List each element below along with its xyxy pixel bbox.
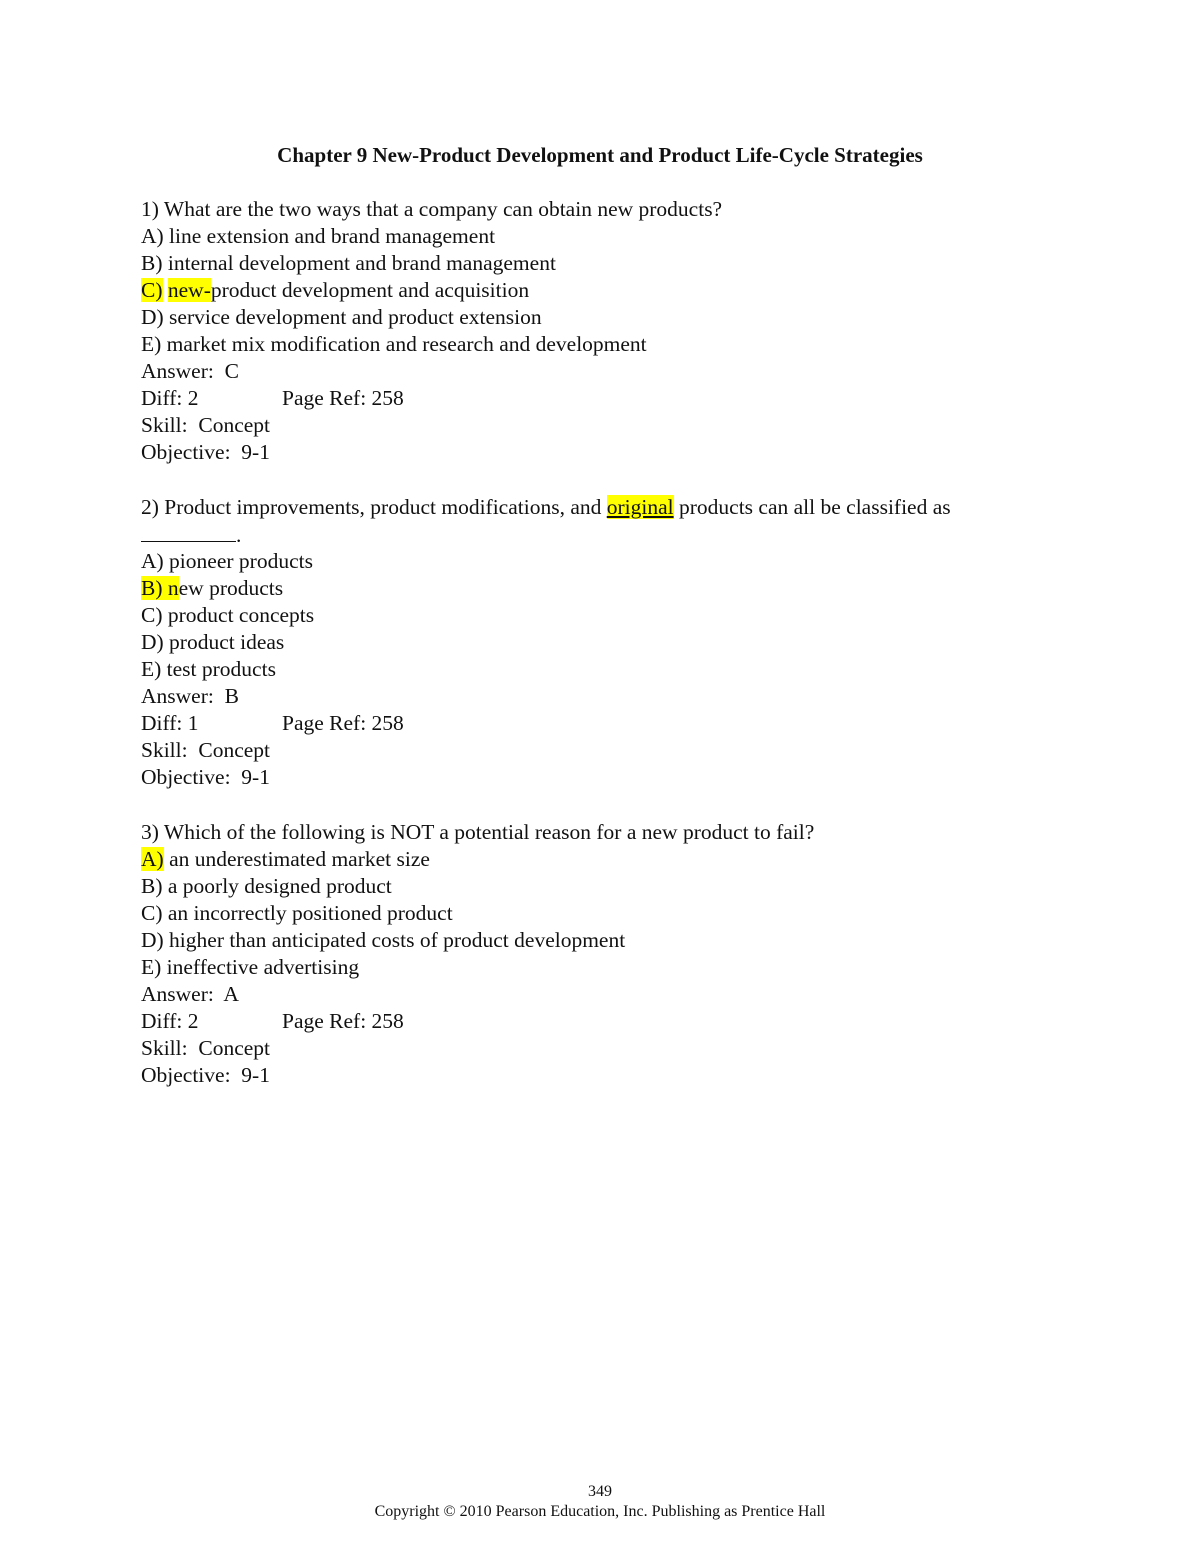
text-segment: B) internal development and brand management — [141, 251, 556, 275]
answer-option — [141, 548, 1061, 575]
answer-key: Answer: C — [141, 359, 239, 383]
text-segment: product development and acquisition — [210, 278, 530, 302]
answer-key: Answer: A — [141, 982, 239, 1006]
answer-blank-line — [141, 521, 1061, 548]
text-segment: D) service development and product extension — [141, 305, 542, 329]
objective: Objective: 9-1 — [141, 1063, 270, 1087]
page-ref: Page Ref: 258 — [282, 1009, 404, 1033]
answer-option — [141, 277, 1061, 304]
question-block — [141, 494, 1061, 791]
answer-option — [141, 331, 1061, 358]
page-ref: Page Ref: 258 — [282, 711, 404, 735]
chapter-title: Chapter 9 New-Product Development and Product Life-Cycle Strategies — [277, 143, 923, 167]
blank-end: . — [236, 523, 242, 547]
text-segment: A) line extension and brand management — [141, 224, 496, 248]
text-segment: 2) Product improvements, product modifications, and — [141, 495, 607, 519]
text-segment: A) pioneer products — [141, 549, 313, 573]
question-stem — [141, 494, 1061, 521]
skill: Skill: Concept — [141, 1036, 270, 1060]
highlighted-text: C) — [141, 278, 163, 302]
question-spacer — [141, 791, 1061, 819]
objective: Objective: 9-1 — [141, 765, 270, 789]
text-segment: C) product concepts — [141, 603, 315, 627]
question-spacer — [141, 466, 1061, 494]
page-number: 349 — [588, 1483, 612, 1500]
answer-option — [141, 575, 1061, 602]
text-segment: 1) What are the two ways that a company can obtain new products? — [141, 197, 723, 221]
text-segment: ew products — [178, 576, 284, 600]
highlighted-text: new- — [167, 278, 211, 302]
objective: Objective: 9-1 — [141, 440, 270, 464]
answer-option — [141, 873, 1061, 900]
difficulty: Diff: 2 — [141, 1009, 199, 1033]
text-segment: E) market mix modification and research and development — [141, 332, 647, 356]
difficulty-row — [141, 1008, 1061, 1035]
skill: Skill: Concept — [141, 413, 270, 437]
page-ref: Page Ref: 258 — [282, 386, 404, 410]
highlighted-text: B) n — [141, 576, 179, 600]
question-block — [141, 819, 1061, 1089]
difficulty-row — [141, 710, 1061, 737]
answer-option — [141, 656, 1061, 683]
difficulty-row — [141, 385, 1061, 412]
text-segment: 3) Which of the following is NOT a potential reason for a new product to fail? — [141, 820, 815, 844]
text-segment: D) product ideas — [141, 630, 285, 654]
text-segment: C) an incorrectly positioned product — [141, 901, 453, 925]
difficulty: Diff: 2 — [141, 386, 199, 410]
question-block — [141, 196, 1061, 466]
highlighted-text: original — [606, 495, 674, 519]
question-stem — [141, 819, 1061, 846]
text-segment: products can all be classified as — [673, 495, 951, 519]
answer-option — [141, 846, 1061, 873]
answer-option — [141, 927, 1061, 954]
question-list — [141, 196, 1061, 1089]
answer-option — [141, 954, 1061, 981]
skill: Skill: Concept — [141, 738, 270, 762]
answer-key: Answer: B — [141, 684, 239, 708]
answer-option — [141, 602, 1061, 629]
text-segment: E) test products — [141, 657, 276, 681]
text-segment: B) a poorly designed product — [141, 874, 392, 898]
question-stem — [141, 196, 1061, 223]
text-segment: D) higher than anticipated costs of product development — [141, 928, 626, 952]
answer-option — [141, 250, 1061, 277]
difficulty: Diff: 1 — [141, 711, 199, 735]
fill-in-blank — [141, 521, 236, 542]
copyright-notice: Copyright © 2010 Pearson Education, Inc. Publishing as Prentice Hall — [374, 1503, 826, 1520]
text-segment: E) ineffective advertising — [141, 955, 360, 979]
answer-option — [141, 629, 1061, 656]
answer-option — [141, 223, 1061, 250]
answer-option — [141, 900, 1061, 927]
text-segment: an underestimated market size — [163, 847, 430, 871]
answer-option — [141, 304, 1061, 331]
highlighted-text: A) — [141, 847, 164, 871]
